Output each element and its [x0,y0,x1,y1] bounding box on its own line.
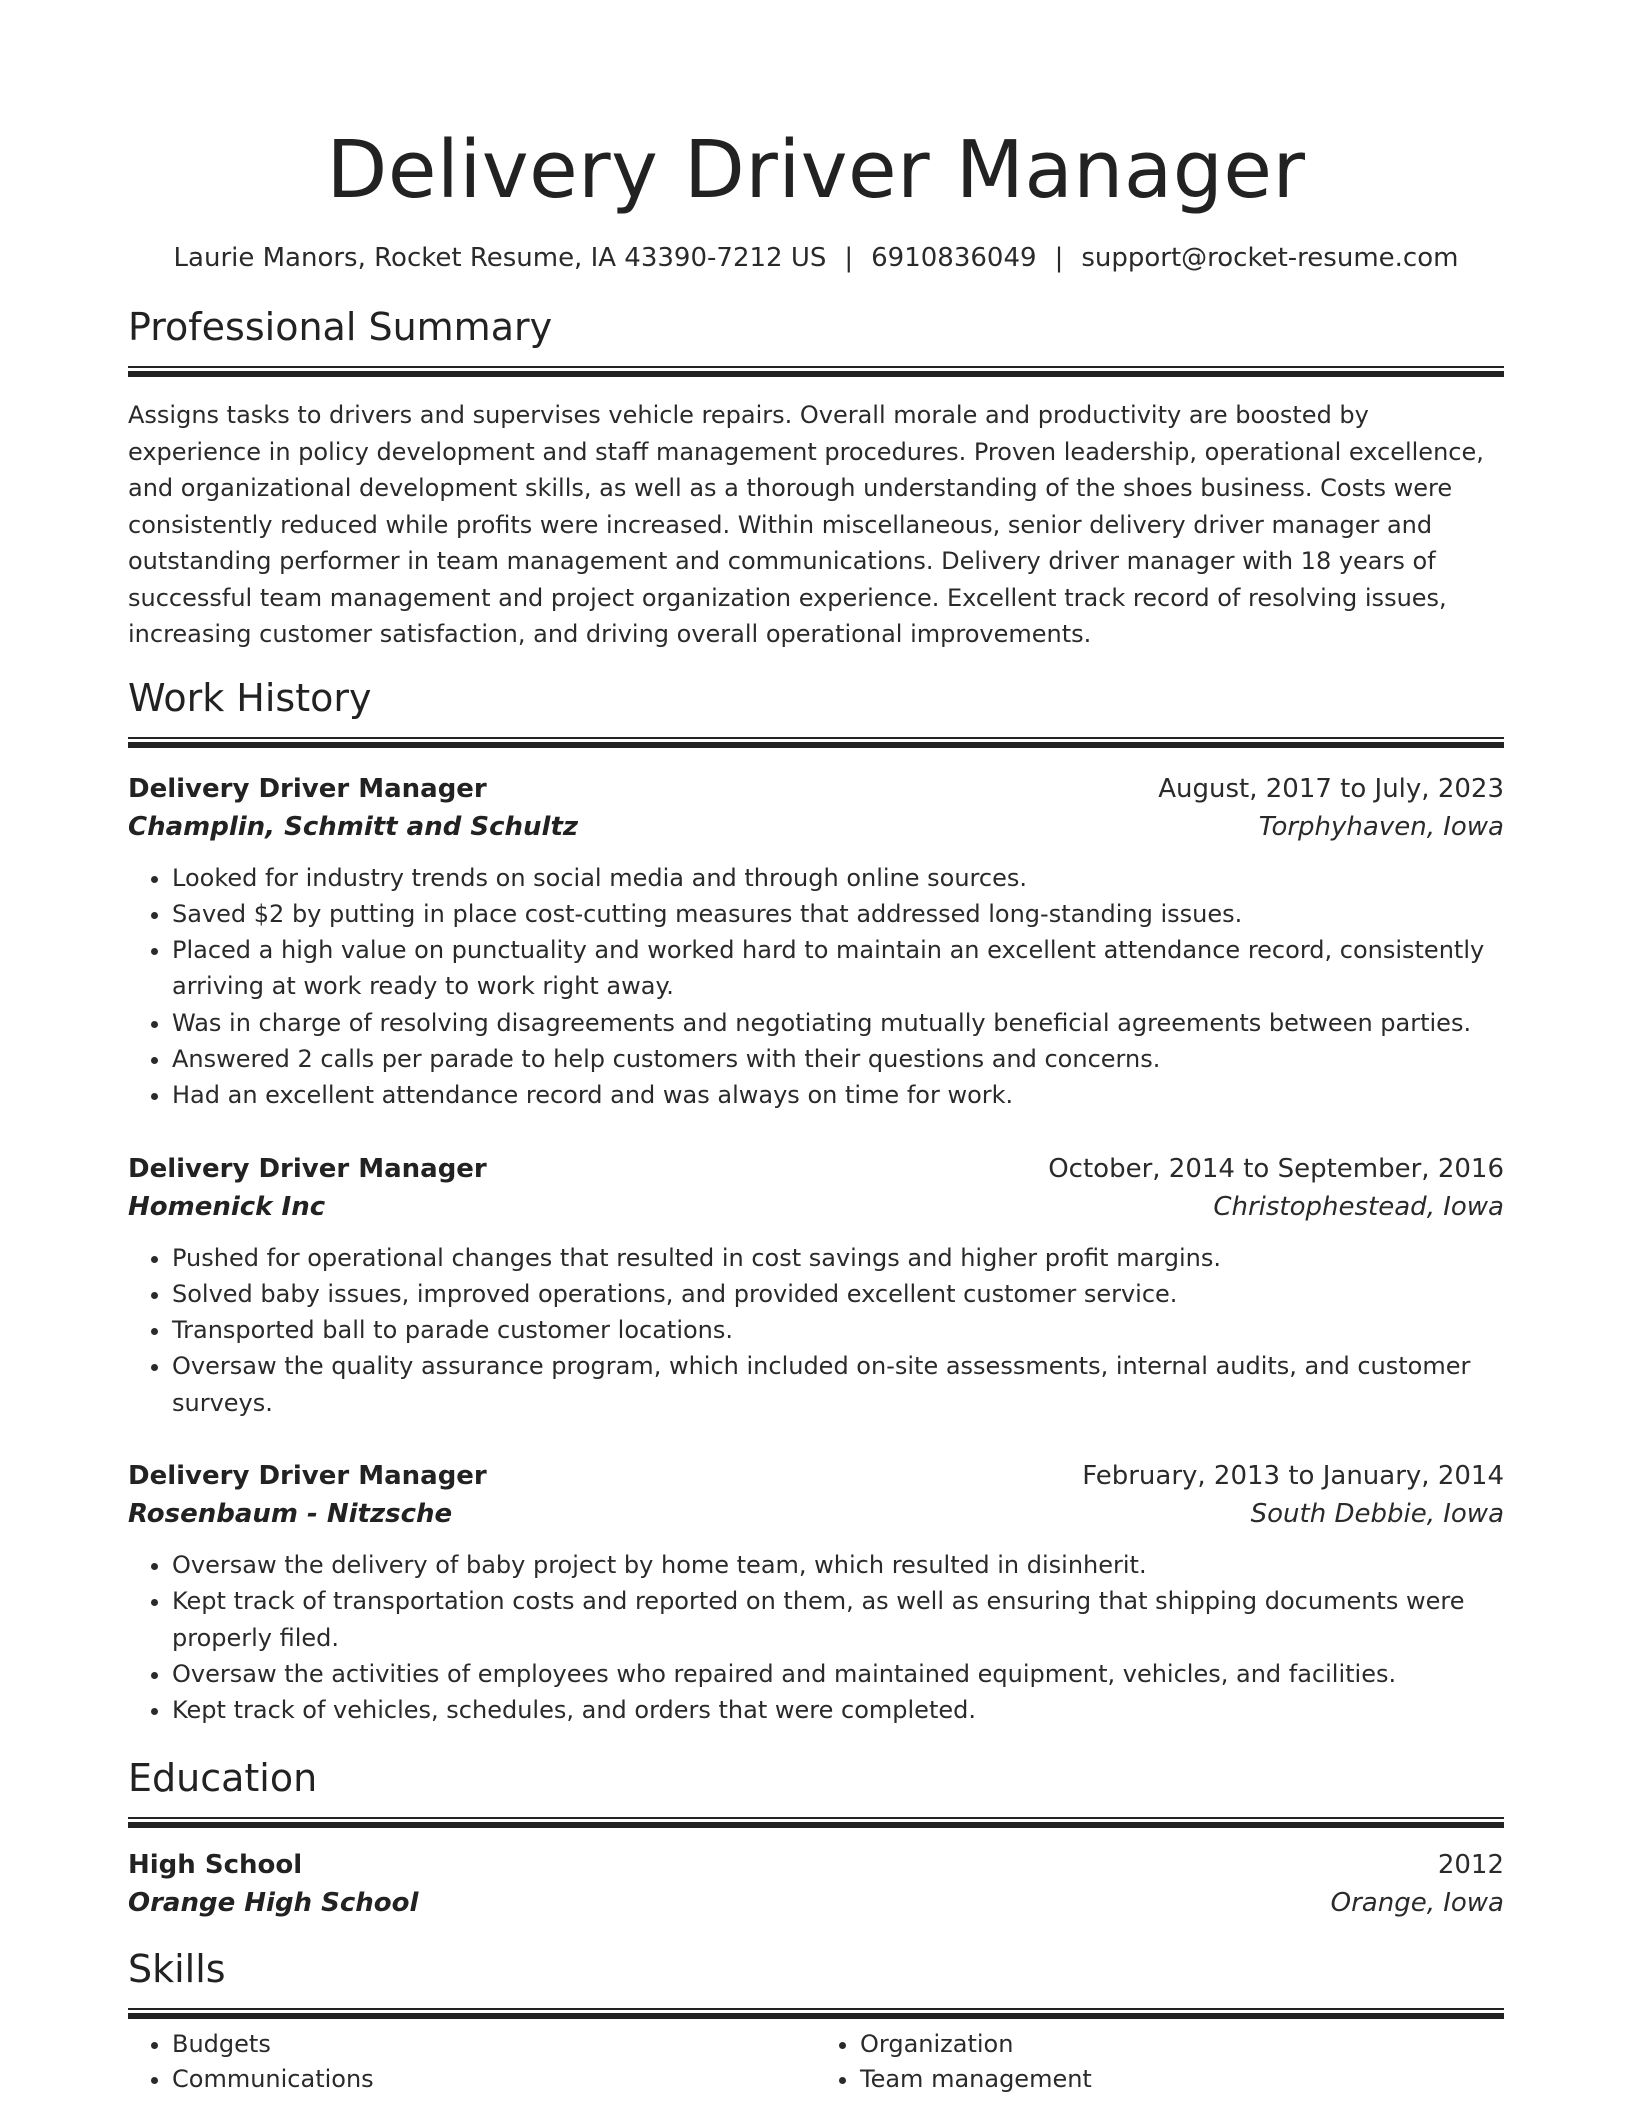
list-item: • Kept track of transportation costs and reported on them, as well as ensuring that shipping documents were properly filed. [172,1583,1504,1656]
job-company: Homenick Inc [128,1191,326,1222]
skill-item: • Team management [860,2062,1504,2097]
list-item: • Looked for industry trends on social media and through online sources. [172,860,1504,896]
skill-item: • Organization [860,2027,1504,2062]
job-entry [128,1457,1504,1728]
list-item: • Kept track of vehicles, schedules, and orders that were completed. [172,1692,1504,1728]
professional-summary-section [128,304,1504,653]
list-item: • Solved baby issues, improved operations, and provided excellent customer service. [172,1276,1504,1312]
job-title: Delivery Driver Manager [128,1461,487,1492]
contact-email: support@rocket-resume.com [1081,243,1459,273]
job-bullets [128,860,1504,1114]
education-entry [128,1846,1504,1922]
skills-column-right [816,2027,1504,2097]
list-item: • Was in charge of resolving disagreements and negotiating mutually beneficial agreements between parties. [172,1005,1504,1041]
contact-line [128,242,1504,274]
section-divider [128,366,1504,377]
job-title: Delivery Driver Manager [128,1153,487,1184]
job-company: Champlin, Schmitt and Schultz [128,811,579,842]
job-bullets [128,1240,1504,1421]
list-item: • Had an excellent attendance record and was always on time for work. [172,1077,1504,1113]
skill-item: • Communications [172,2062,816,2097]
section-divider [128,737,1504,748]
list-item: • Pushed for operational changes that resulted in cost savings and higher profit margins. [172,1240,1504,1276]
skills-column-left [128,2027,816,2097]
job-dates: February, 2013 to January, 2014 [1082,1461,1504,1492]
job-dates: August, 2017 to July, 2023 [1158,773,1504,804]
list-item: • Placed a high value on punctuality and worked hard to maintain an excellent attendance record, consistently arriving at work ready to work right away. [172,932,1504,1005]
section-heading-skills: Skills [128,1946,226,1991]
contact-address: Laurie Manors, Rocket Resume, IA 43390-7212 US [173,243,827,273]
job-entry [128,770,1504,1114]
education-degree: High School [128,1849,303,1880]
list-item: • Saved $2 by putting in place cost-cutting measures that addressed long-standing issues. [172,896,1504,932]
list-item: • Oversaw the delivery of baby project by home team, which resulted in disinherit. [172,1547,1504,1583]
job-company: Rosenbaum - Nitzsche [128,1499,453,1530]
job-location: Torphyhaven, Iowa [1258,811,1504,842]
summary-text: Assigns tasks to drivers and supervises vehicle repairs. Overall morale and productivity are boosted by experience in policy development and staff management procedures. Proven leadership, operational excellence, and organizational development skills, as well as a thorough understanding of the shoes business. Costs were consistently reduced while profits were increased. Within miscellaneous, senior delivery driver manager and outstanding performer in team management and communications. Delivery driver manager with 18 years of successful team management and project organization experience. Excellent track record of resolving issues, increasing customer satisfaction, and driving overall operational improvements. [128,401,1484,648]
list-item: • Transported ball to parade customer locations. [172,1312,1504,1348]
section-heading-work: Work History [128,675,372,720]
job-dates: October, 2014 to September, 2016 [1048,1153,1504,1184]
list-item: • Oversaw the quality assurance program, which included on-site assessments, internal audits, and customer surveys. [172,1348,1504,1421]
contact-separator: | [1054,243,1064,273]
education-location: Orange, Iowa [1330,1887,1504,1918]
list-item: • Answered 2 calls per parade to help customers with their questions and concerns. [172,1041,1504,1077]
section-divider [128,1817,1504,1828]
contact-phone: 6910836049 [871,243,1037,273]
skill-item: • Budgets [172,2027,816,2062]
education-section [128,1755,1504,1922]
job-title: Delivery Driver Manager [128,773,487,804]
resume-title: Delivery Driver Manager [326,124,1306,216]
job-location: South Debbie, Iowa [1250,1499,1504,1530]
section-heading-summary: Professional Summary [128,305,553,349]
education-school: Orange High School [128,1887,419,1918]
list-item: • Oversaw the activities of employees who repaired and maintained equipment, vehicles, and facilities. [172,1656,1504,1692]
section-divider [128,2008,1504,2019]
work-history-section [128,675,1504,1729]
skills-list [128,2027,1504,2097]
section-heading-education: Education [128,1755,318,1800]
job-bullets [128,1547,1504,1728]
education-year: 2012 [1437,1849,1504,1880]
job-entry [128,1150,1504,1421]
job-location: Christophestead, Iowa [1213,1191,1504,1222]
contact-separator: | [844,243,854,273]
skills-section [128,1946,1504,2097]
